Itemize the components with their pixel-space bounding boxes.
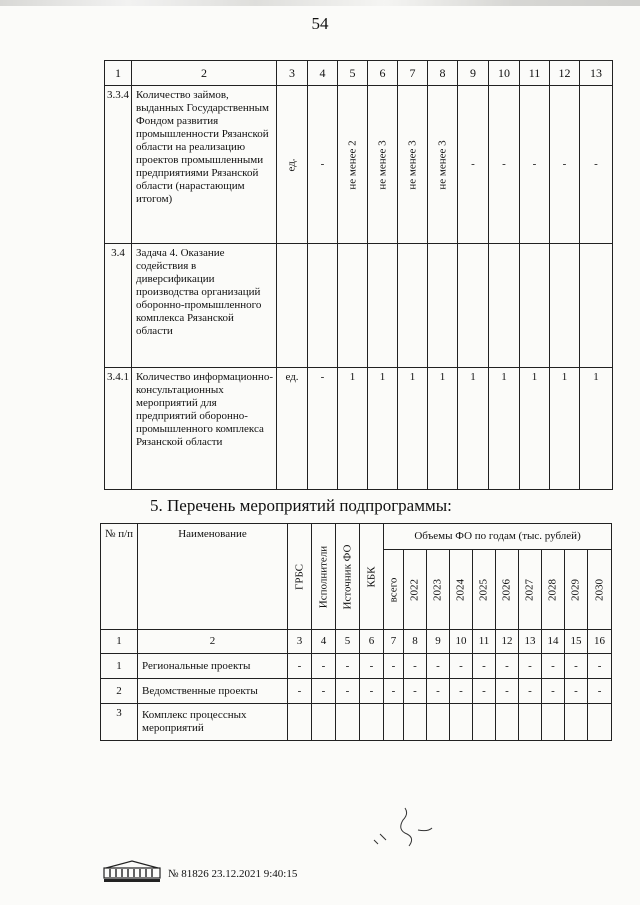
unit-cell: ед. [277,368,308,490]
col-num: 9 [458,61,489,86]
header-year: 2025 [473,550,496,630]
unit-cell: ед. [277,86,308,244]
header-volumes: Объемы ФО по годам (тыс. рублей) [384,524,612,550]
header-kbk: КБК [360,524,384,630]
col-num: 7 [398,61,428,86]
col-num: 5 [338,61,368,86]
value-cell: не менее 3 [398,86,428,244]
col-num: 2 [132,61,277,86]
table-row: 1 Региональные проекты - - - - - - - - - - - - - - [101,654,612,679]
registration-stamp: № 81826 23.12.2021 9:40:15 [168,868,298,880]
header-year: 2026 [496,550,519,630]
value-cell: - [520,86,550,244]
header-name: Наименование [138,524,288,630]
value-cell: - [580,86,613,244]
value-cell: 1 [520,368,550,490]
value-cell: 1 [580,368,613,490]
building-stamp-icon [102,858,162,884]
base-cell: - [308,368,338,490]
header-grbs: ГРБС [288,524,312,630]
value-cell: не менее 2 [338,86,368,244]
value-cell: 1 [368,368,398,490]
value-cell: 1 [338,368,368,490]
value-cell: - [489,86,520,244]
scan-edge [0,0,640,6]
col-num: 12 [550,61,580,86]
row-name: Количество информационно-консультационных мероприятий для предприятий оборонно-промышленного комплекса Рязанской области [132,368,277,490]
value-cell: 1 [398,368,428,490]
value-cell: 1 [489,368,520,490]
activities-table [100,523,612,741]
value-cell: - [458,86,489,244]
header-num: № п/п [101,524,138,630]
header-year: 2030 [588,550,612,630]
header-year: 2029 [565,550,588,630]
table-row [105,368,613,490]
value-cell: 1 [458,368,489,490]
value-cell: 1 [550,368,580,490]
row-name: Комплекс процессных мероприятий [138,704,288,741]
base-cell: - [308,86,338,244]
header-year: 2028 [542,550,565,630]
value-cell: 1 [428,368,458,490]
row-name: Региональные проекты [138,654,288,679]
header-source: Источник ФО [336,524,360,630]
row-name: Ведомственные проекты [138,679,288,704]
table-row: 3 Комплекс процессных мероприятий [101,704,612,741]
table-row [105,86,613,244]
indicators-table [104,60,613,490]
col-num: 4 [308,61,338,86]
table-row [105,244,613,368]
header-total: всего [384,550,404,630]
table-row: 2 Ведомственные проекты - - - - - - - - - - - - - - [101,679,612,704]
value-cell: не менее 3 [428,86,458,244]
signature-mark [360,800,450,860]
header-year: 2023 [427,550,450,630]
col-num: 10 [489,61,520,86]
header-year: 2024 [450,550,473,630]
col-num: 1 [105,61,132,86]
header-year: 2022 [404,550,427,630]
column-number-row: 1 2 3 4 5 6 7 8 9 10 11 12 13 14 15 16 [101,630,612,654]
section-title: 5. Перечень мероприятий подпрограммы: [150,496,452,515]
col-num: 3 [277,61,308,86]
col-num: 6 [368,61,398,86]
col-num: 13 [580,61,613,86]
header-year: 2027 [519,550,542,630]
col-num: 11 [520,61,550,86]
row-name: Количество займов, выданных Государственным Фондом развития промышленности Рязанской области на реализацию проектов промышленными предприятиями Рязанской области (нарастающим итогом) [132,86,277,244]
value-cell: - [550,86,580,244]
row-code: 3.4 [105,244,132,368]
col-num: 8 [428,61,458,86]
table-header-row [105,61,613,86]
header-executors: Исполнители [312,524,336,630]
row-code: 3.4.1 [105,368,132,490]
value-cell: не менее 3 [368,86,398,244]
row-name: Задача 4. Оказание содействия в диверсификации производства организаций оборонно-промышленного комплекса Рязанской области [132,244,277,368]
row-code: 3.3.4 [105,86,132,244]
page-number: 54 [311,14,329,33]
